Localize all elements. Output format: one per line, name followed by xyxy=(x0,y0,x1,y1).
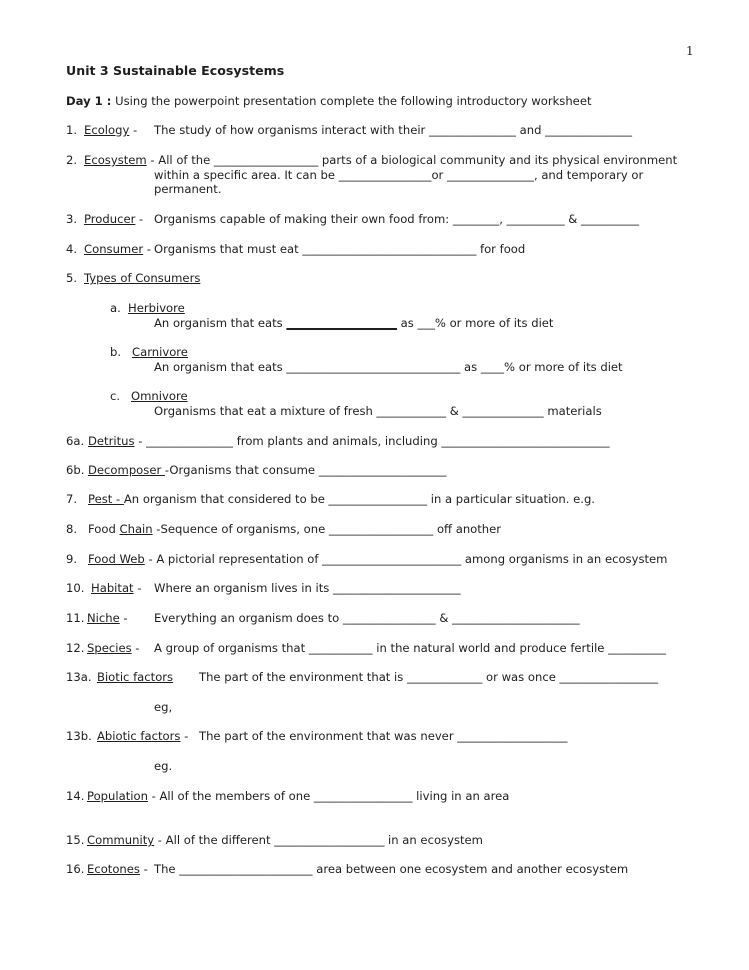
term-pest: Pest - xyxy=(88,492,124,506)
item-num-13b: 13b. xyxy=(66,729,92,743)
definition-omnivore: Organisms that eat a mixture of fresh ____________ & ______________ materials xyxy=(154,404,602,418)
term-food-chain-prefix: Food xyxy=(88,522,120,536)
herbivore-blank xyxy=(286,316,397,330)
term-herbivore: Herbivore xyxy=(128,301,185,315)
item-num-2: 2. xyxy=(66,153,78,167)
definition-ecosystem-line3: permanent. xyxy=(154,182,222,196)
item-row-9 xyxy=(88,552,667,566)
definition-ecology: The study of how organisms interact with their _______________ and _______________ xyxy=(154,123,633,137)
definition-food-web: - A pictorial representation of ________________________ among organisms in an ecosystem xyxy=(144,552,668,566)
term-ecosystem: Ecosystem xyxy=(84,153,147,167)
item-num-10: 10. xyxy=(66,581,85,595)
definition-community: - All of the different ___________________ in an ecosystem xyxy=(154,833,483,847)
item-num-8: 8. xyxy=(66,522,78,536)
term-ecotones: Ecotones xyxy=(87,862,140,876)
intro-label: Day 1 : xyxy=(66,94,112,108)
intro-text: Using the powerpoint presentation complete the following introductory worksheet xyxy=(111,94,592,108)
item-row-2 xyxy=(84,153,677,167)
intro-line xyxy=(66,94,592,108)
term-food-web: Food Web xyxy=(88,552,145,566)
item-num-13a: 13a. xyxy=(66,670,92,684)
term-separator: - xyxy=(143,242,151,256)
item-term-row-1 xyxy=(84,123,137,137)
definition-detritus: - _______________ from plants and animals, including _____________________________ xyxy=(134,434,610,448)
definition-niche: Everything an organism does to ________________ & ______________________ xyxy=(154,611,580,625)
item-row-14 xyxy=(87,789,509,803)
item-row-6a xyxy=(88,434,610,448)
definition-pest: An organism that considered to be _________________ in a particular situation. e.g. xyxy=(123,492,595,506)
abiotic-eg: eg. xyxy=(154,759,173,773)
sub-letter-c: c. xyxy=(110,389,121,403)
definition-producer: Organisms capable of making their own food from: ________, __________ & __________ xyxy=(154,212,639,226)
biotic-eg: eg, xyxy=(154,700,173,714)
item-term-row-16 xyxy=(87,862,148,876)
page-title: Unit 3 Sustainable Ecosystems xyxy=(66,63,285,78)
definition-consumer: Organisms that must eat ______________________________ for food xyxy=(154,242,526,256)
item-row-7 xyxy=(88,492,595,506)
term-carnivore: Carnivore xyxy=(132,345,188,359)
term-separator: - xyxy=(131,641,140,655)
term-separator: - xyxy=(135,212,144,226)
definition-species: A group of organisms that ___________ in the natural world and produce fertile __________ xyxy=(154,641,667,655)
term-separator: - xyxy=(139,862,148,876)
definition-habitat: Where an organism lives in its ______________________ xyxy=(154,581,461,595)
item-num-4: 4. xyxy=(66,242,78,256)
definition-biotic-factors: The part of the environment that is _____________ or was once _________________ xyxy=(199,670,659,684)
item-num-11: 11. xyxy=(66,611,85,625)
term-detritus: Detritus xyxy=(88,434,135,448)
term-types-of-consumers: Types of Consumers xyxy=(84,271,201,285)
term-food-chain: Chain xyxy=(119,522,153,536)
page-number: 1 xyxy=(686,44,694,58)
item-num-5: 5. xyxy=(66,271,78,285)
item-num-3: 3. xyxy=(66,212,78,226)
term-separator: - xyxy=(129,123,138,137)
item-term-row-13b xyxy=(97,729,188,743)
definition-ecosystem-line2: within a specific area. It can be ________________or _______________, and temporary or xyxy=(154,168,644,182)
item-term-row-10 xyxy=(91,581,141,595)
definition-herbivore-start: An organism that eats xyxy=(154,316,287,330)
item-row-6b xyxy=(88,463,446,477)
item-row-8 xyxy=(88,522,501,536)
term-decomposer: Decomposer xyxy=(88,463,165,477)
item-term-row-12 xyxy=(87,641,140,655)
term-niche: Niche xyxy=(87,611,120,625)
item-term-row-3 xyxy=(84,212,143,226)
item-num-12: 12. xyxy=(66,641,85,655)
item-num-7: 7. xyxy=(66,492,78,506)
definition-food-chain: -Sequence of organisms, one __________________ off another xyxy=(152,522,502,536)
term-separator: - xyxy=(133,581,142,595)
term-ecology: Ecology xyxy=(84,123,130,137)
definition-decomposer: -Organisms that consume ______________________ xyxy=(164,463,447,477)
term-omnivore: Omnivore xyxy=(131,389,188,403)
term-community: Community xyxy=(87,833,155,847)
definition-abiotic-factors: The part of the environment that was never ___________________ xyxy=(199,729,568,743)
term-separator: - All of the xyxy=(146,153,214,167)
definition-herbivore-end: as ___% or more of its diet xyxy=(396,316,554,330)
term-consumer: Consumer xyxy=(84,242,144,256)
item-num-15: 15. xyxy=(66,833,85,847)
item-num-1: 1. xyxy=(66,123,78,137)
term-separator: - xyxy=(119,611,128,625)
item-row-15 xyxy=(87,833,483,847)
term-population: Population xyxy=(87,789,148,803)
term-species: Species xyxy=(87,641,132,655)
item-num-6b: 6b. xyxy=(66,463,85,477)
definition-ecosystem: __________________ parts of a biological community and its physical environment xyxy=(213,153,678,167)
sub-letter-a: a. xyxy=(110,301,121,315)
item-num-9: 9. xyxy=(66,552,78,566)
term-biotic-factors: Biotic factors xyxy=(97,670,174,684)
term-abiotic-factors: Abiotic factors xyxy=(97,729,181,743)
definition-ecotones: The _______________________ area between one ecosystem and another ecosystem xyxy=(154,862,629,876)
item-num-14: 14. xyxy=(66,789,85,803)
term-habitat: Habitat xyxy=(91,581,134,595)
term-producer: Producer xyxy=(84,212,136,226)
sub-letter-b: b. xyxy=(110,345,122,359)
item-num-6a: 6a. xyxy=(66,434,85,448)
definition-herbivore xyxy=(154,316,553,330)
item-term-row-11 xyxy=(87,611,128,625)
item-term-row-4 xyxy=(84,242,151,256)
definition-carnivore: An organism that eats ______________________________ as ____% or more of its diet xyxy=(154,360,623,374)
definition-population: - All of the members of one _________________ living in an area xyxy=(147,789,510,803)
item-num-16: 16. xyxy=(66,862,85,876)
term-separator: - xyxy=(180,729,189,743)
